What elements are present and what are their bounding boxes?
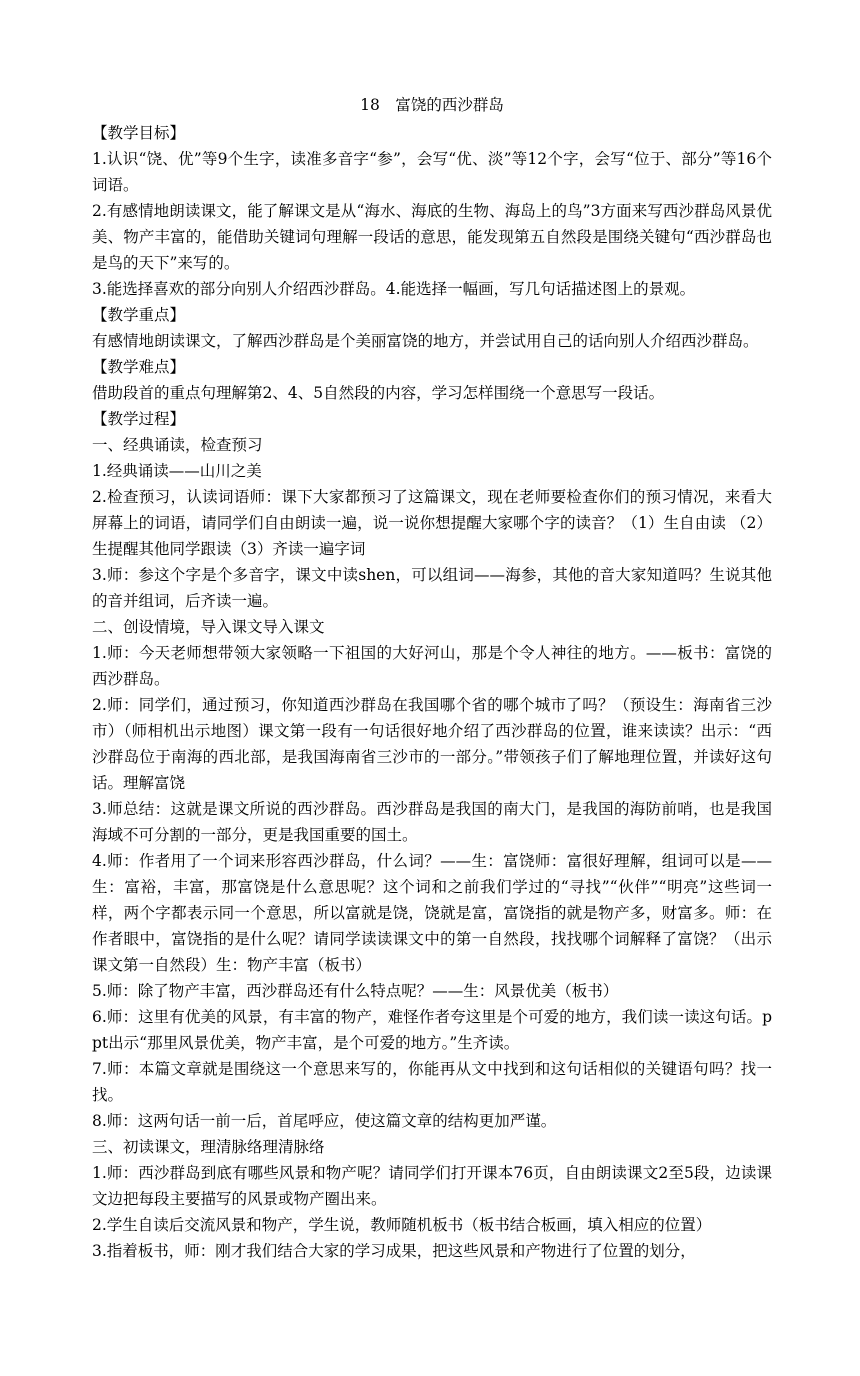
paragraph: 1.师：今天老师想带领大家领略一下祖国的大好河山，那是个令人神往的地方。——板书：富饶的西沙群岛。 — [92, 644, 772, 688]
paragraph: 【教学目标】 — [92, 124, 186, 142]
document-page — [92, 92, 772, 1264]
paragraph: 三、初读课文，理清脉络理清脉络 — [92, 1138, 325, 1156]
paragraph: 6.师：这里有优美的风景，有丰富的物产，难怪作者夸这里是个可爱的地方，我们读一读这句话。ppt出示“那里风景优美，物产丰富，是个可爱的地方。”生齐读。 — [92, 1008, 772, 1052]
paragraph: 3.指着板书，师：刚才我们结合大家的学习成果，把这些风景和产物进行了位置的划分， — [92, 1242, 696, 1260]
paragraph: 【教学重点】 — [92, 306, 186, 324]
paragraph: 3.师总结：这就是课文所说的西沙群岛。西沙群岛是我国的南大门，是我国的海防前哨，也是我国海域不可分割的一部分，更是我国重要的国土。 — [92, 800, 772, 844]
paragraph: 3.师：参这个字是个多音字，课文中读shen，可以组词——海参，其他的音大家知道吗？生说其他的音并组词，后齐读一遍。 — [92, 566, 772, 610]
paragraph: 2.师：同学们，通过预习，你知道西沙群岛在我国哪个省的哪个城市了吗？（预设生：海南省三沙市）（师相机出示地图）课文第一段有一句话很好地介绍了西沙群岛的位置，谁来读读？出示：“西沙群岛位于南海的西北部，是我国海南省三沙市的一部分。”带领孩子们了解地理位置，并读好这句话。理解富饶 — [92, 696, 772, 792]
paragraph: 借助段首的重点句理解第2、4、5自然段的内容，学习怎样围绕一个意思写一段话。 — [92, 384, 665, 402]
paragraph: 有感情地朗读课文，了解西沙群岛是个美丽富饶的地方，并尝试用自己的话向别人介绍西沙群岛。 — [92, 332, 759, 350]
document-body — [92, 120, 772, 1264]
paragraph: 一、经典诵读，检查预习 — [92, 436, 263, 454]
document-title: 18 富饶的西沙群岛 — [360, 96, 504, 114]
paragraph: 4.师：作者用了一个词来形容西沙群岛，什么词？——生：富饶师：富很好理解，组词可以是——生：富裕，丰富，那富饶是什么意思呢？这个词和之前我们学过的“寻找”“伙伴”“明亮”这些词一样，两个字都表示同一个意思，所以富就是饶，饶就是富，富饶指的就是物产多，财富多。师：在作者眼中，富饶指的是什么呢？请同学读读课文中的第一自然段，找找哪个词解释了富饶？（出示课文第一自然段）生：物产丰富（板书） — [92, 852, 772, 974]
paragraph: 【教学过程】 — [92, 410, 186, 428]
paragraph: 【教学难点】 — [92, 358, 186, 376]
paragraph: 1.经典诵读——山川之美 — [92, 462, 262, 480]
paragraph: 2.检查预习，认读词语师：课下大家都预习了这篇课文，现在老师要检查你们的预习情况，来看大屏幕上的词语，请同学们自由朗读一遍，说一说你想提醒大家哪个字的读音？（1）生自由读 （2）生提醒其他同学跟读（3）齐读一遍字词 — [92, 488, 772, 558]
paragraph: 2.学生自读后交流风景和物产，学生说，教师随机板书（板书结合板画，填入相应的位置） — [92, 1216, 712, 1234]
paragraph: 1.师：西沙群岛到底有哪些风景和物产呢？请同学们打开课本76页，自由朗读课文2至5段，边读课文边把每段主要描写的风景或物产圈出来。 — [92, 1164, 772, 1208]
paragraph: 8.师：这两句话一前一后，首尾呼应，使这篇文章的结构更加严谨。 — [92, 1112, 557, 1130]
paragraph: 3.能选择喜欢的部分向别人介绍西沙群岛。4.能选择一幅画，写几句话描述图上的景观。 — [92, 280, 696, 298]
paragraph: 7.师：本篇文章就是围绕这一个意思来写的，你能再从文中找到和这句话相似的关键语句吗？找一找。 — [92, 1060, 772, 1104]
paragraph: 2.有感情地朗读课文，能了解课文是从“海水、海底的生物、海岛上的鸟”3方面来写西沙群岛风景优美、物产丰富的，能借助关键词句理解一段话的意思，能发现第五自然段是围绕关键句“西沙群岛也是鸟的天下”来写的。 — [92, 202, 772, 272]
paragraph: 1.认识“饶、优”等9个生字，读准多音字“参”，会写“优、淡”等12个字，会写“位于、部分”等16个词语。 — [92, 150, 772, 194]
paragraph: 二、创设情境，导入课文导入课文 — [92, 618, 325, 636]
paragraph: 5.师：除了物产丰富，西沙群岛还有什么特点呢？——生：风景优美（板书） — [92, 982, 619, 1000]
